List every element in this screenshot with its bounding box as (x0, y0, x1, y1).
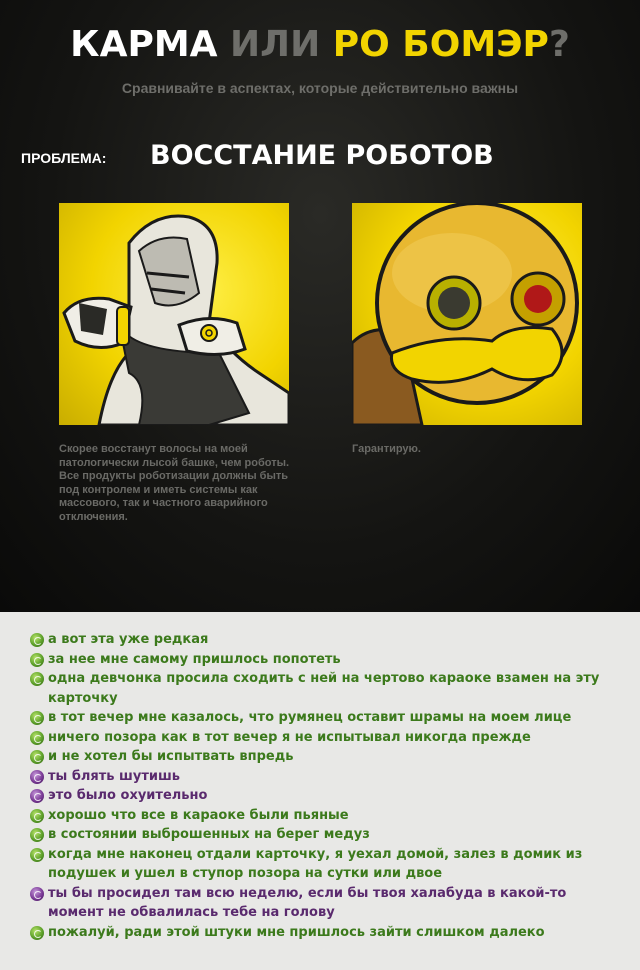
chat-message (30, 767, 620, 787)
title-karma: КАРМА (70, 24, 231, 65)
hooded-figure-illustration (59, 203, 289, 425)
chat-message (30, 650, 620, 670)
speaker-avatar-icon (30, 789, 44, 803)
speaker-avatar-icon (30, 711, 44, 725)
chat-message (30, 845, 620, 884)
chat-message (30, 669, 620, 708)
chat-message-text: одна девчонка просила сходить с ней на чертово караоке взамен на эту карточку (48, 671, 600, 706)
chat-message (30, 728, 620, 748)
chat-message-text: это было охуительно (48, 788, 208, 803)
speaker-avatar-icon (30, 633, 44, 647)
robomer-caption: Гарантирую. (352, 443, 421, 455)
speaker-avatar-icon (30, 809, 44, 823)
chat-message (30, 708, 620, 728)
chat-message-text: хорошо что все в караоке были пьяные (48, 807, 349, 823)
chat-message-text: и не хотел бы испытвать впредь (48, 749, 294, 764)
problem-label: ПРОБЛЕМА: (21, 150, 107, 166)
karma-caption: Скорее восстанут волосы на моей патологически лысой башке, чем роботы. Все продукты роботизации должны быть под контролем и иметь системы как массового, так и частного аварийного отключения. (59, 443, 290, 523)
speaker-avatar-icon (30, 653, 44, 667)
chat-message-text: ты бы просидел там всю неделю, если бы твоя халабуда в какой-то момент не обвалилась тебе на голову (48, 885, 567, 920)
chat-message (30, 923, 620, 943)
chat-message (30, 825, 620, 845)
chat-message (30, 884, 620, 923)
title-robomer: РО БОМЭР (332, 24, 549, 65)
speaker-avatar-icon (30, 848, 44, 862)
speaker-avatar-icon (30, 887, 44, 901)
title-question-mark: ? (548, 24, 570, 65)
chat-message-text: когда мне наконец отдали карточку, я уехал домой, залез в домик из подушек и ушел в ступор позора на сутки или двое (48, 846, 583, 881)
chat-message-text: в состоянии выброшенных на берег медуз (48, 827, 370, 842)
poster-subtitle: Сравнивайте в аспектах, которые действительно важны (121, 80, 519, 96)
chat-message-text: ничего позора как в тот вечер я не испытывал никогда прежде (48, 729, 531, 745)
speaker-avatar-icon (30, 828, 44, 842)
speaker-avatar-icon (30, 770, 44, 784)
speaker-avatar-icon (30, 672, 44, 686)
poster-title (0, 24, 640, 65)
chat-message-text: за нее мне самому пришлось попотеть (48, 651, 341, 667)
title-or: ИЛИ (230, 24, 333, 65)
chat-message-text: а вот эта уже редкая (48, 632, 209, 647)
chat-message-text: в тот вечер мне казалось, что румянец оставит шрамы на моем лице (48, 710, 572, 725)
speaker-avatar-icon (30, 926, 44, 940)
round-robot-illustration (352, 203, 582, 425)
problem-value: ВОССТАНИЕ РОБОТОВ (150, 140, 494, 171)
robomer-character-image (352, 203, 582, 425)
chat-message (30, 806, 620, 826)
chat-message-text: пожалуй, ради этой штуки мне пришлось зайти слишком далеко (48, 924, 545, 940)
chat-message-text: ты блять шутишь (48, 768, 180, 784)
karma-character-image (59, 203, 289, 425)
speaker-avatar-icon (30, 731, 44, 745)
chat-message (30, 786, 620, 806)
chat-message (30, 747, 620, 767)
chat-message (30, 630, 620, 650)
speaker-avatar-icon (30, 750, 44, 764)
chat-log (0, 612, 640, 970)
